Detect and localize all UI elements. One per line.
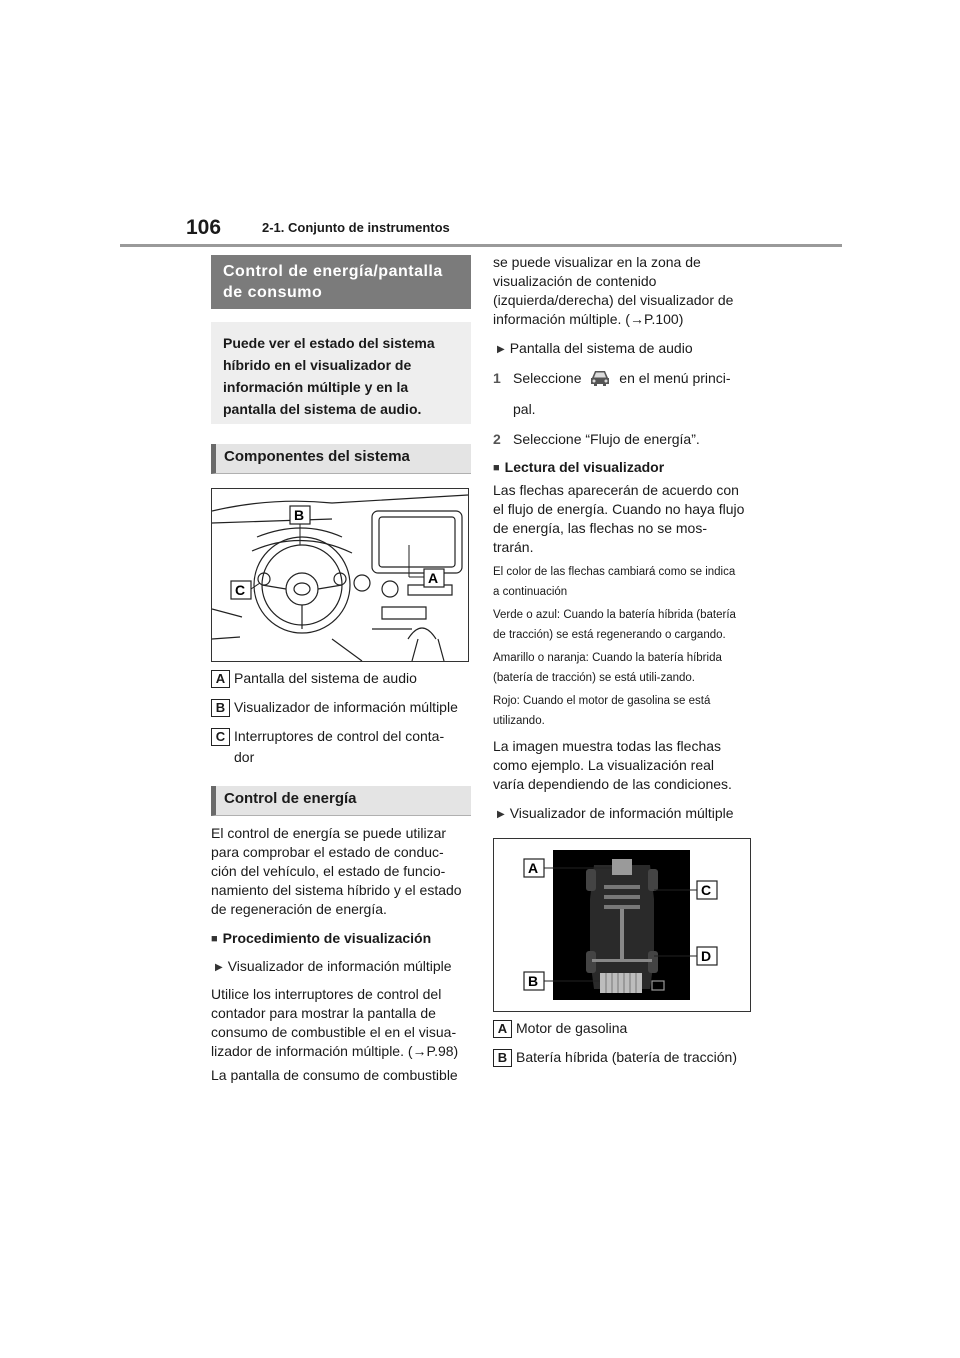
square-bullet-icon: ■ [493, 462, 500, 474]
figure2-label-a: A [528, 860, 539, 876]
reading-text: Las flechas aparecerán de acuerdo con el flujo de energía. Cuando no haya flujo de energía, las flechas no se mos-trarán. [493, 482, 745, 555]
legend-badge: A [211, 670, 230, 688]
reading-heading-row [493, 458, 753, 478]
legend-badge: A [493, 1020, 512, 1038]
energy-intro: El control de energía se puede utilizar para comprobar el estado de conduc-ción del vehículo, el estado de funcio-namiento del sistema híbrido y el estado de regeneración de energía. [211, 825, 462, 917]
square-bullet-icon: ■ [211, 933, 218, 945]
legend-item [493, 1047, 753, 1068]
figure1-label-b: B [294, 507, 305, 523]
components-heading: Componentes del sistema [211, 444, 471, 474]
figure1-label-a: A [428, 570, 439, 586]
energy-heading: Control de energía [211, 786, 471, 816]
procedure-heading-row [211, 929, 471, 949]
summary-box: Puede ver el estado del sistema híbrido en el visualizador de información múltiple y en la pantalla del sistema de audio. [211, 322, 471, 424]
consumo-text-start: La pantalla de consumo de combustible [211, 1067, 458, 1083]
color-amber: Amarillo o naranja: Cuando la batería híbrida (batería de tracción) se está utili-zando. [493, 652, 722, 684]
figure1-label-c: C [235, 582, 246, 598]
procedure-text: Utilice los interruptores de control del contador para mostrar la pantalla de consumo de combustible el en el visua-lizador de información múltiple. (→P.98) [211, 986, 459, 1059]
car-icon [589, 368, 611, 396]
procedure-bullet: Visualizador de información múltiple [227, 958, 452, 974]
figure2-label-b: B [528, 973, 539, 989]
triangle-bullet-icon: ▶ [497, 809, 505, 820]
page-number: 106 [186, 216, 222, 239]
consumo-text-cont: se puede visualizar en la zona de visualización de contenido (izquierda/derecha) del visualizador de información múltiple. (→P.100) [493, 254, 734, 327]
procedure-bullet-row [211, 957, 471, 977]
audio-bullet-row [493, 339, 753, 359]
dashboard-illustration [212, 489, 468, 661]
right-column [493, 253, 753, 1068]
energy-flow-illustration [494, 839, 750, 1011]
step-number: 2 [493, 431, 501, 447]
legend-text: Batería híbrida (batería de tracción) [516, 1049, 738, 1065]
legend-badge: B [211, 699, 230, 717]
legend-item [211, 668, 471, 689]
legend-item [211, 697, 471, 718]
example-text: La imagen muestra todas las flechas como ejemplo. La visualización real varía dependiendo de las condiciones. [493, 738, 732, 792]
step1-text-before: Seleccione [513, 370, 582, 386]
step-2 [493, 430, 753, 449]
procedure-heading: Procedimiento de visualización [222, 930, 432, 946]
color-green: Verde o azul: Cuando la batería híbrida (batería de tracción) se está regenerando o cargando. [493, 609, 736, 641]
reading-heading: Lectura del visualizador [504, 459, 665, 475]
section-title: Control de energía/pantalla de consumo [211, 255, 471, 309]
step1-text-after: en el menú princi-pal. [513, 370, 731, 417]
legend-text: Interruptores de control del conta-dor [234, 728, 445, 765]
color-red: Rojo: Cuando el motor de gasolina se está utilizando. [493, 695, 711, 727]
step2-text: Seleccione “Flujo de energía”. [513, 431, 700, 447]
color-intro: El color de las flechas cambiará como se indica a continuación [493, 566, 736, 598]
triangle-bullet-icon: ▶ [497, 344, 505, 355]
legend-badge: C [211, 728, 230, 746]
figure2-legend [493, 1018, 753, 1068]
mid-bullet: Visualizador de información múltiple [509, 805, 734, 821]
figure2-label-d: D [701, 948, 712, 964]
legend-text: Motor de gasolina [516, 1020, 628, 1036]
step-1 [493, 369, 753, 422]
audio-bullet: Pantalla del sistema de audio [509, 340, 693, 356]
figure2-label-c: C [701, 882, 712, 898]
legend-badge: B [493, 1049, 512, 1067]
chapter-title: 2-1. Conjunto de instrumentos [262, 220, 450, 235]
triangle-bullet-icon: ▶ [215, 962, 223, 973]
energy-flow-figure [493, 838, 751, 1012]
left-column [211, 255, 471, 1085]
legend-item [211, 726, 471, 768]
legend-text: Visualizador de información múltiple [234, 699, 458, 715]
header-rule [120, 244, 842, 247]
step-number: 1 [493, 370, 501, 386]
dashboard-figure [211, 488, 469, 662]
figure1-legend [211, 668, 471, 768]
legend-item [493, 1018, 753, 1039]
mid-bullet-row [493, 804, 753, 824]
legend-text: Pantalla del sistema de audio [234, 670, 417, 686]
